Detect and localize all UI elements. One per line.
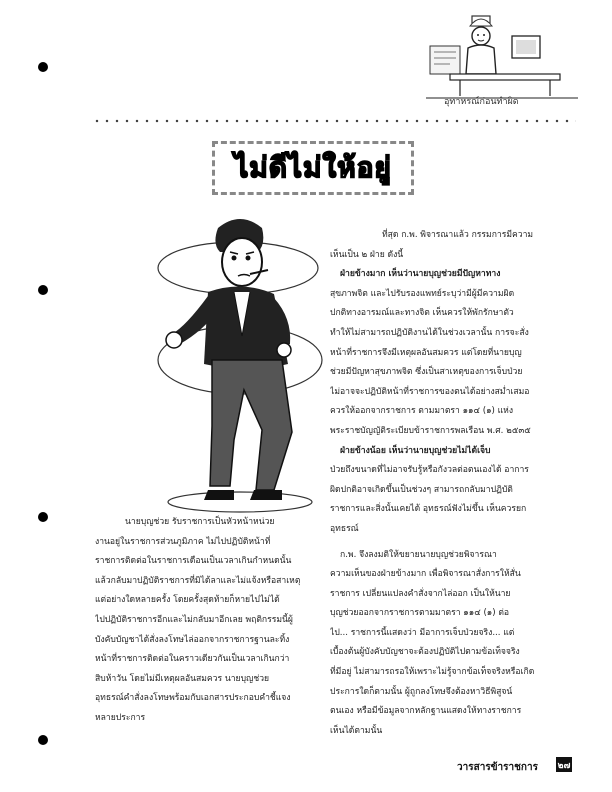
article-title-box: [212, 141, 414, 195]
text-line: ทำให้ไม่สามารถปฏิบัติงานได้ในช่วงเวลานั้น การจะสั่ง: [330, 327, 529, 338]
text-line: ที่มีอยู่ ไม่สามารถรอให้เพราะไม่รู้จากข้อเท็จจริงหรือเกิด: [330, 667, 535, 678]
dotted-divider: [92, 119, 576, 123]
text-line: หน้าที่ราชการติดต่อในคราวเดียวกันเป็นเวลาเกินกว่า: [95, 654, 290, 665]
left-column-text: [95, 513, 325, 729]
binder-hole-3: [38, 512, 48, 522]
section-header: [420, 8, 580, 108]
text-line: ประการใดก็ตามนั้น ผู้ถูกลงโทษจึงต้องหาวิธีพิสูจน์: [330, 686, 513, 697]
text-line: ความเห็นของฝ่ายข้างมาก เพื่อพิจารณาสั่งการให้สั่น: [330, 569, 521, 580]
text-line: ราชการติดต่อในราชการเดือนเป็นเวลาเกินกำหนดนั้น: [95, 556, 292, 567]
text-line: ป่วยถึงขนาดที่ไม่อาจรับรู้หรือกังวลต่อตนเองได้ อาการ: [330, 465, 529, 476]
text-line: แต่อย่างใดหลายครั้ง โดยครั้งสุดท้ายก็หายไปไม่ได้: [95, 595, 280, 606]
text-line: อุทธรณ์: [330, 523, 359, 534]
text-line: อุทธรณ์คำสั่งลงโทษพร้อมกับเอกสารประกอบคำชี้แจง: [95, 693, 291, 704]
article-title: ไม่ดีไม่ให้อยู่: [234, 151, 392, 184]
article-illustration: [150, 210, 325, 515]
text-line: แล้วกลับมาปฏิบัติราชการที่มิได้ลาและไม่แจ้งหรือสาเหตุ: [95, 575, 301, 586]
text-line: เบื้องต้นผู้บังคับบัญชาจะต้องปฏิบัติไปตามข้อเท็จจริง: [330, 647, 520, 658]
text-line: ปกติทางอารมณ์และทางจิต เห็นควรให้พักรักษาตัว: [330, 308, 514, 319]
text-line: หน้าที่ราชการจึงมีเหตุผลอันสมควร แต่โดยที่นายบุญ: [330, 347, 522, 358]
text-line: งานอยู่ในราชการส่วนภูมิภาค ไม่ไปปฏิบัติหน้าที่: [95, 536, 271, 547]
text-line: ไป... ราชการนี้แสดงว่า มีอาการเจ็บป่วยจริง... แต่: [330, 627, 515, 638]
text-line: หลายประการ: [95, 712, 146, 723]
right-column-text: [330, 226, 570, 741]
text-line: สุขภาพจิต และไปรับรองแพทย์ระบุว่ามีผู้มีความผิด: [330, 288, 515, 299]
text-line: นายบุญช่วย รับราชการเป็นหัวหน้าหน่วย: [125, 517, 275, 527]
binder-hole-4: [38, 735, 48, 745]
magazine-name: วารสารข้าราชการ: [457, 762, 538, 773]
binder-hole-2: [38, 285, 48, 295]
text-line: ผิดปกติอาจเกิดขึ้นเป็นช่วงๆ สามารถกลับมาปฏิบัติ: [330, 484, 513, 495]
text-line: ราชการ เปลี่ยนแปลงคำสั่งจากไล่ออก เป็นให้นาย: [330, 588, 511, 599]
text-line: สิบห้าวัน โดยไม่มีเหตุผลอันสมควร นายบุญช่วย: [95, 673, 270, 684]
teacher-at-desk-icon: [420, 8, 580, 108]
text-line: เห็นได้ตามนั้น: [330, 725, 383, 736]
text-line: ตนเอง หรือมีข้อมูลจากหลักฐานแสดงให้ทางราชการ: [330, 706, 522, 717]
section-label: อุทาหรณ์ก่อนทำผิด: [444, 97, 519, 107]
text-line: เห็นเป็น ๒ ฝ่าย ดังนี้: [330, 249, 404, 260]
binder-hole-1: [38, 62, 48, 72]
text-line: บุญช่วยออกจากราชการตามมาตรา ๑๑๔ (๑) ต่อ: [330, 608, 510, 619]
text-line: ไม่อาจจะปฏิบัติหน้าที่ราชการของตนได้อย่างสม่ำเสมอ: [330, 386, 530, 397]
text-line: ราชการและสิ่งนั้นเคยได้ อุทธรณ์ฟังไม่ขึ้น เห็นควรยก: [330, 504, 527, 515]
text-line: ที่สุด ก.พ. พิจารณาแล้ว กรรมการมีความ: [382, 230, 534, 240]
minority-opinion-line: ฝ่ายข้างน้อย เห็นว่านายบุญช่วยไม่ได้เจ็บ: [340, 445, 491, 456]
text-line: พระราชบัญญัติระเบียบข้าราชการพลเรือน พ.ศ. ๒๕๓๕: [330, 425, 531, 436]
dizzy-man-illustration: [150, 210, 325, 515]
page-number: ๒๗: [556, 757, 572, 772]
text-line: ไปปฏิบัติราชการอีกและไม่กลับมาอีกเลย พฤติกรรมนี้ผู้: [95, 614, 293, 625]
text-line: ควรให้ออกจากราชการ ตามมาตรา ๑๑๔ (๑) แห่ง: [330, 406, 514, 417]
text-line: ก.พ. จึงลงมติให้ขยายนายบุญช่วยพิจารณา: [340, 549, 497, 560]
text-line: บังคับบัญชาได้สั่งลงโทษไล่ออกจากราชการฐานละทิ้ง: [95, 634, 290, 645]
text-line: ช่วยมีปัญหาสุขภาพจิต ซึ่งเป็นสาเหตุของการเจ็บป่วย: [330, 367, 523, 378]
majority-opinion-line: ฝ่ายข้างมาก เห็นว่านายบุญช่วยมีปัญหาทาง: [340, 269, 501, 280]
